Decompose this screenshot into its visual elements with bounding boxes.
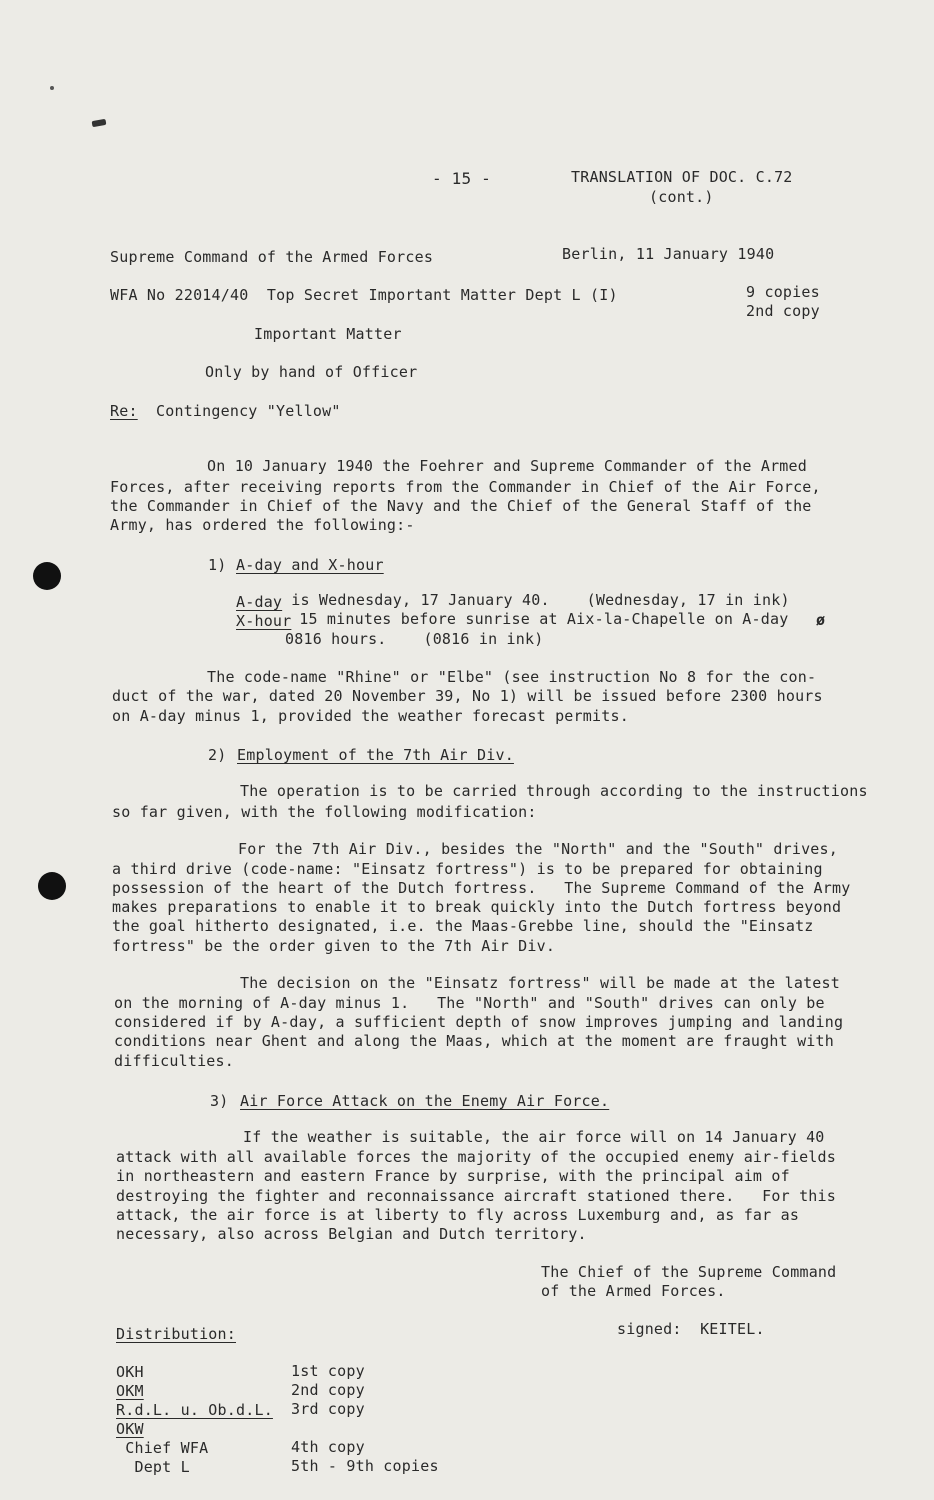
reference-line: WFA No 22014/40 Top Secret Important Matter Dept L (I)	[110, 286, 618, 304]
aday-text: is Wednesday, 17 January 40. (Wednesday, 17 in ink)	[282, 591, 790, 609]
intro-line-1: On 10 January 1940 the Foehrer and Supreme Commander of the Armed	[207, 457, 807, 475]
s1-para-line-3: on A-day minus 1, provided the weather forecast permits.	[112, 707, 629, 725]
copies-count: 9 copies	[746, 283, 820, 301]
s2-p3-line-4: conditions near Ghent and along the Maas, which at the moment are fraught with	[114, 1032, 834, 1050]
s2-p3-line-1: The decision on the "Einsatz fortress" will be made at the latest	[240, 974, 840, 992]
dist-recipient: Chief WFA	[116, 1439, 209, 1457]
intro-line-2: Forces, after receiving reports from the Commander in Chief of the Air Force,	[110, 478, 821, 496]
dist-recipient: R.d.L. u. Ob.d.L.	[116, 1401, 273, 1419]
dist-copy: 3rd copy	[291, 1400, 365, 1418]
distribution-title: Distribution:	[116, 1325, 236, 1343]
signature-title-2: of the Armed Forces.	[541, 1282, 726, 1300]
s2-p2-line-6: fortress" be the order given to the 7th Air Div.	[112, 937, 556, 955]
s2-p2-line-3: possession of the heart of the Dutch fortress. The Supreme Command of the Army	[112, 879, 851, 897]
issuer: Supreme Command of the Armed Forces	[110, 248, 434, 266]
important-matter: Important Matter	[254, 325, 402, 343]
punch-hole-top	[33, 562, 61, 590]
xhour-label: X-hour	[236, 612, 292, 630]
s3-line-5: attack, the air force is at liberty to fly across Luxemburg and, as far as	[116, 1206, 800, 1224]
dist-recipient: OKM	[116, 1382, 144, 1400]
s3-line-3: in northeastern and eastern France by surprise, with the principal aim of	[116, 1167, 790, 1185]
signed-keitel: signed: KEITEL.	[617, 1320, 765, 1338]
xhour-text: 15 minutes before sunrise at Aix-la-Chapelle on A-day	[290, 610, 789, 628]
section-2-heading: Employment of the 7th Air Div.	[237, 746, 514, 764]
s2-p2-line-1: For the 7th Air Div., besides the "North" and the "South" drives,	[238, 840, 838, 858]
s2-p3-line-3: considered if by A-day, a sufficient depth of snow improves jumping and landing	[114, 1013, 844, 1031]
xhour-time: 0816 hours. (0816 in ink)	[285, 630, 544, 648]
s3-line-6: necessary, also across Belgian and Dutch territory.	[116, 1225, 587, 1243]
speck-mark	[50, 86, 54, 90]
doc-title-cont: (cont.)	[649, 188, 714, 206]
subject: Contingency "Yellow"	[156, 402, 341, 420]
section-1-heading: A-day and X-hour	[236, 556, 384, 574]
s1-para-line-1: The code-name "Rhine" or "Elbe" (see instruction No 8 for the con-	[207, 668, 817, 686]
section-1-number: 1)	[208, 556, 227, 574]
doc-title: TRANSLATION OF DOC. C.72	[571, 168, 793, 186]
s3-line-4: destroying the fighter and reconnaissance aircraft stationed there. For this	[116, 1187, 836, 1205]
section-3-number: 3)	[210, 1092, 229, 1110]
re-label: Re:	[110, 402, 138, 420]
section-3-heading: Air Force Attack on the Enemy Air Force.	[240, 1092, 610, 1110]
aday-label: A-day	[236, 593, 283, 611]
by-hand-note: Only by hand of Officer	[205, 363, 418, 381]
s2-p3-line-5: difficulties.	[114, 1052, 234, 1070]
dist-copy: 1st copy	[291, 1362, 365, 1380]
s2-p1-line-1: The operation is to be carried through according to the instructions	[240, 782, 868, 800]
dist-recipient: OKH	[116, 1363, 144, 1381]
copy-number: 2nd copy	[746, 302, 820, 320]
pen-mark	[92, 119, 107, 127]
punch-hole-bottom	[38, 872, 66, 900]
intro-line-3: the Commander in Chief of the Navy and the Chief of the General Staff of the	[110, 497, 812, 515]
intro-line-4: Army, has ordered the following:-	[110, 516, 415, 534]
dist-copy: 5th - 9th copies	[291, 1457, 439, 1475]
place-date: Berlin, 11 January 1940	[562, 245, 775, 263]
signature-title-1: The Chief of the Supreme Command	[541, 1263, 837, 1281]
s2-p3-line-2: on the morning of A-day minus 1. The "North" and "South" drives can only be	[114, 994, 825, 1012]
s3-line-2: attack with all available forces the majority of the occupied enemy air-fields	[116, 1148, 836, 1166]
dist-recipient: Dept L	[116, 1458, 190, 1476]
dist-copy: 2nd copy	[291, 1381, 365, 1399]
s2-p1-line-2: so far given, with the following modification:	[112, 803, 537, 821]
ink-mark: ø	[816, 611, 826, 629]
s2-p2-line-4: makes preparations to enable it to break quickly into the Dutch fortress beyond	[112, 898, 842, 916]
s1-para-line-2: duct of the war, dated 20 November 39, No 1) will be issued before 2300 hours	[112, 687, 823, 705]
section-2-number: 2)	[208, 746, 227, 764]
s2-p2-line-5: the goal hitherto designated, i.e. the Maas-Grebbe line, should the "Einsatz	[112, 917, 814, 935]
s2-p2-line-2: a third drive (code-name: "Einsatz fortress") is to be prepared for obtaining	[112, 860, 823, 878]
page-number: - 15 -	[432, 169, 491, 188]
s3-line-1: If the weather is suitable, the air force will on 14 January 40	[243, 1128, 825, 1146]
dist-copy: 4th copy	[291, 1438, 365, 1456]
dist-recipient: OKW	[116, 1420, 144, 1438]
